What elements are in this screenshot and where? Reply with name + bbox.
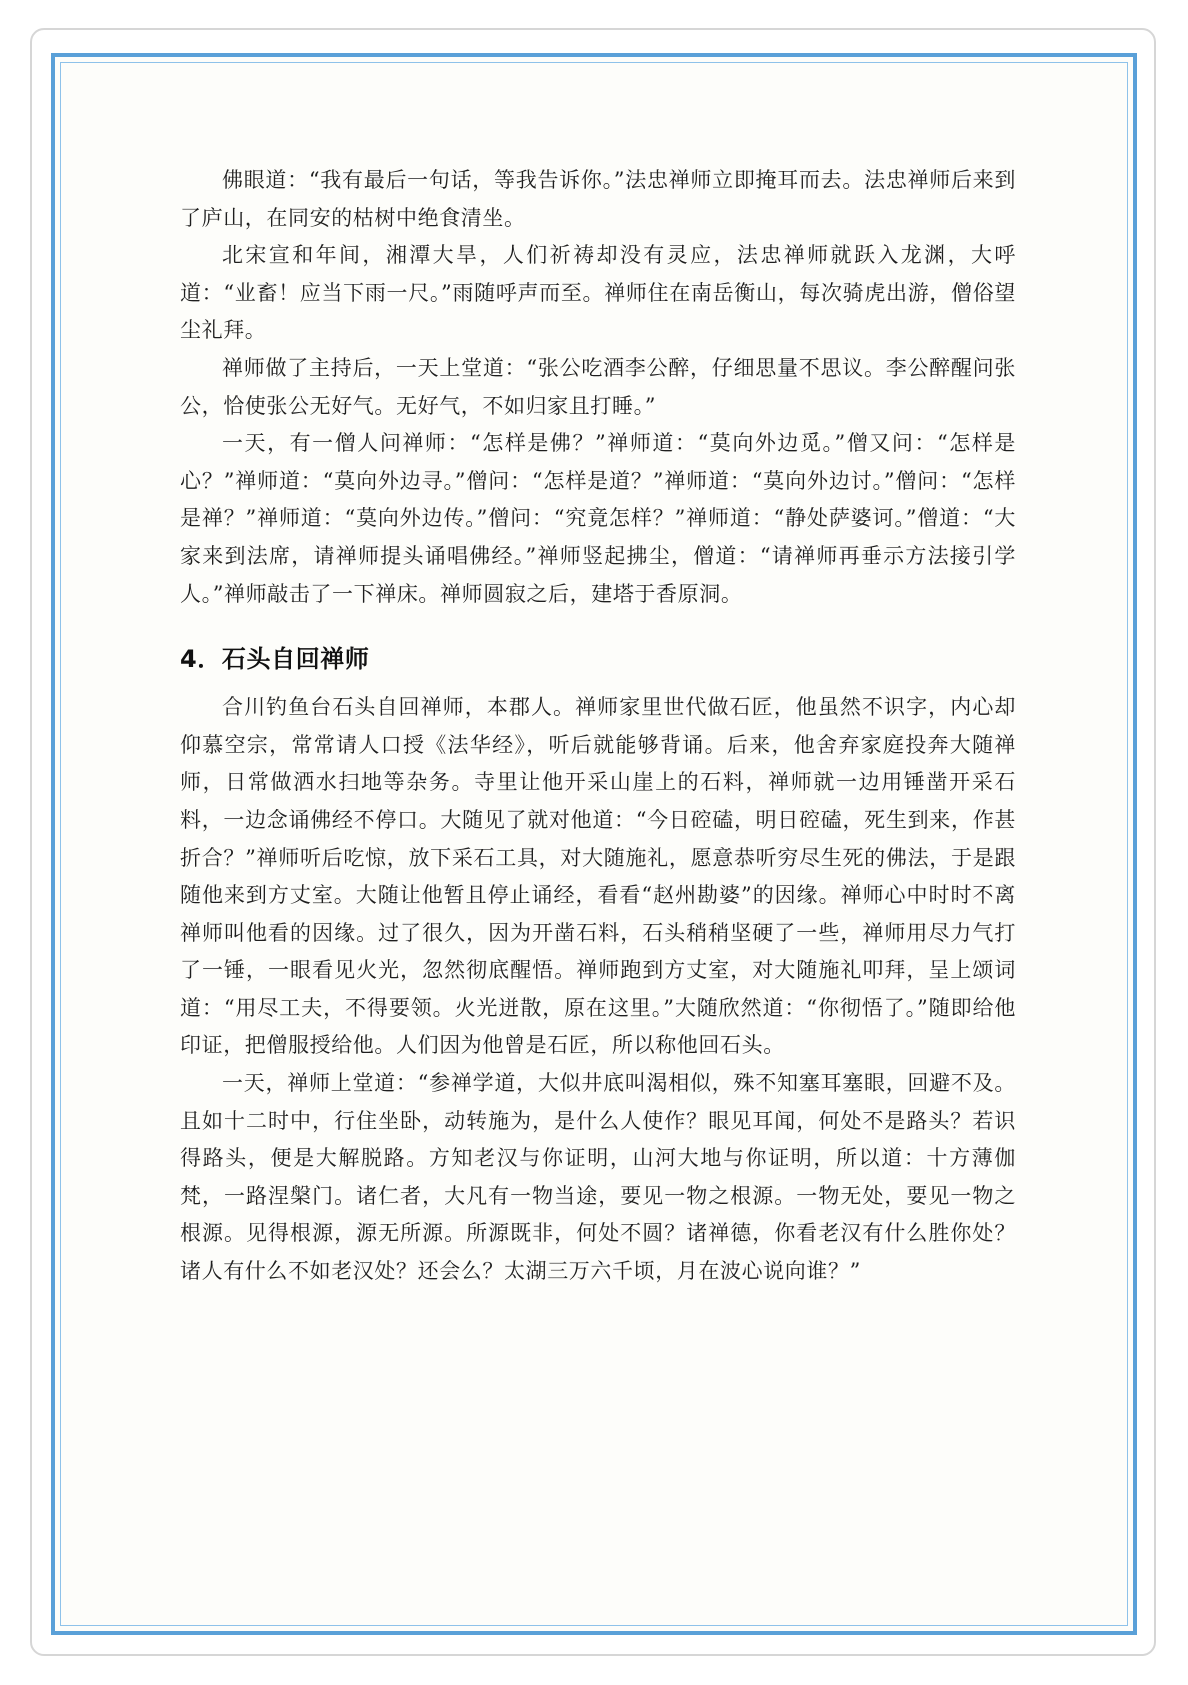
paragraph: 一天，禅师上堂道：“参禅学道，大似井底叫渴相似，殊不知塞耳塞眼，回避不及。且如十二时中，行住坐卧，动转施为，是什么人使作？眼见耳闻，何处不是路头？若识得路头，便是大解脱路。方知老汉与你证明，山河大地与你证明，所以道：十方薄伽梵，一路涅槃门。诸仁者，大凡有一物当途，要见一物之根源。一物无处，要见一物之根源。见得根源，源无所源。所源既非，何处不圆？诸禅德，你看老汉有什么胜你处？诸人有什么不如老汉处？还会么？太湖三万六千顷，月在波心说向谁？” — [180, 1071, 1016, 1284]
paragraph: 佛眼道：“我有最后一句话，等我告诉你。”法忠禅师立即掩耳而去。法忠禅师后来到了庐山，在同安的枯树中绝食清坐。 — [180, 168, 1016, 230]
paragraph: 禅师做了主持后，一天上堂道：“张公吃酒李公醉，仔细思量不思议。李公醉醒问张公，恰使张公无好气。无好气，不如归家且打睡。” — [180, 355, 1016, 418]
paragraph: 北宋宣和年间，湘潭大旱，人们祈祷却没有灵应，法忠禅师就跃入龙渊，大呼道：“业畜！应当下雨一尺。”雨随呼声而至。禅师住在南岳衡山，每次骑虎出游，僧俗望尘礼拜。 — [180, 243, 1016, 343]
paragraph: 一天，有一僧人问禅师：“怎样是佛？”禅师道：“莫向外边觅。”僧又问：“怎样是心？”禅师道：“莫向外边寻。”僧问：“怎样是道？”禅师道：“莫向外边讨。”僧问：“怎样是禅？”禅师道：“莫向外边传。”僧问：“究竟怎样？”禅师道：“静处萨婆诃。”僧道：“大家来到法席，请禅师提头诵唱佛经。”禅师竖起拂尘，僧道：“请禅师再垂示方法接引学人。”禅师敲击了一下禅床。禅师圆寂之后，建塔于香原洞。 — [180, 431, 1016, 606]
page-content — [180, 162, 1016, 1291]
paragraph: 合川钓鱼台石头自回禅师，本郡人。禅师家里世代做石匠，他虽然不识字，内心却仰慕空宗，常常请人口授《法华经》，听后就能够背诵。后来，他舍弃家庭投奔大随禅师，日常做洒水扫地等杂务。寺里让他开采山崖上的石料，禅师就一边用锤凿开采石料，一边念诵佛经不停口。大随见了就对他道：“今日硿磕，明日硿磕，死生到来，作甚折合？”禅师听后吃惊，放下采石工具，对大随施礼，愿意恭听穷尽生死的佛法，于是跟随他来到方丈室。大随让他暂且停止诵经，看看“赵州勘婆”的因缘。禅师心中时时不离禅师叫他看的因缘。过了很久，因为开凿石料，石头稍稍坚硬了一些，禅师用尽力气打了一锤，一眼看见火光，忽然彻底醒悟。禅师跑到方丈室，对大随施礼叩拜，呈上颂词道：“用尽工夫，不得要领。火光迸散，原在这里。”大随欣然道：“你彻悟了。”随即给他印证，把僧服授给他。人们因为他曾是石匠，所以称他回石头。 — [180, 695, 1016, 1058]
section-heading: 4．石头自回禅师 — [180, 645, 370, 674]
